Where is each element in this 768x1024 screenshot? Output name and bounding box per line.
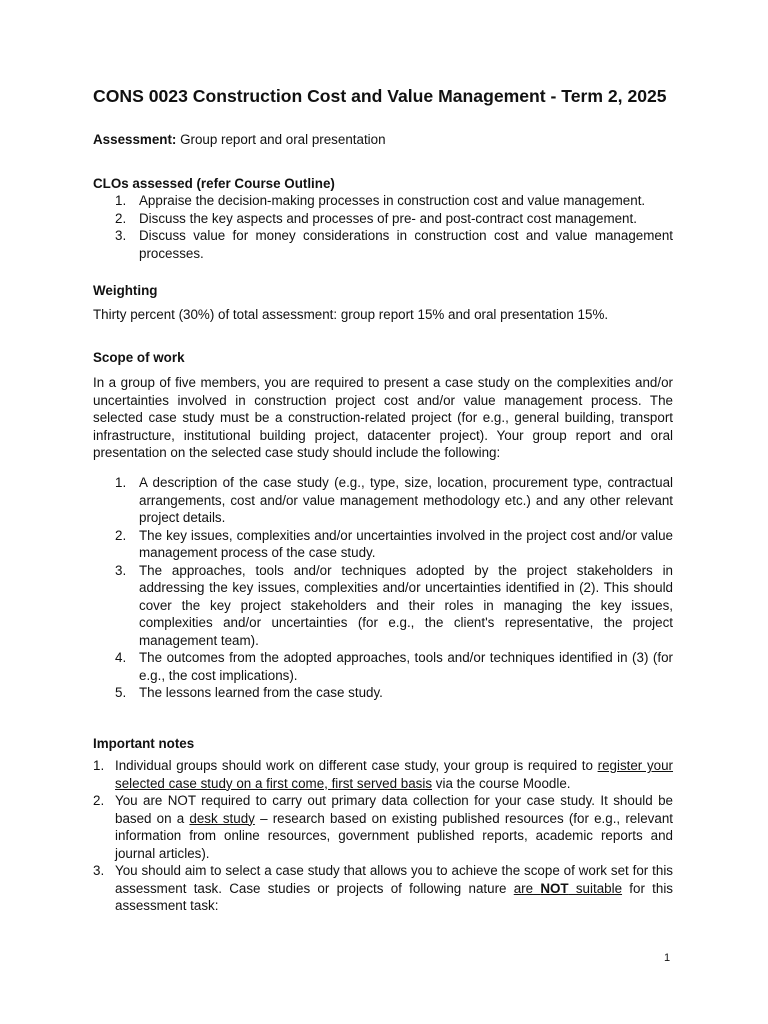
underlined-text: suitable (568, 880, 623, 896)
list-number: 4. (115, 650, 127, 665)
list-item (93, 210, 673, 228)
note-text: – research based on existing published resources (for e.g., relevant information from online resources, government published reports, academic reports and journal articles). (115, 810, 673, 861)
assessment-value: Group report and oral presentation (176, 132, 386, 147)
list-number: 2. (115, 527, 127, 543)
list-number: 2. (115, 210, 127, 226)
list-item (93, 684, 673, 702)
note-text: You should aim to select a case study that allows you to achieve the scope of work set for this assessment task. Case studies or projects of following nature (115, 863, 673, 896)
scope-list (93, 474, 673, 702)
list-item (93, 474, 673, 527)
list-text: Discuss value for money considerations in construction cost and value management processes. (139, 228, 673, 261)
underlined-text: desk study (189, 810, 255, 826)
list-item (93, 227, 673, 262)
list-item (93, 862, 673, 915)
underlined-text: register your selected case study on a first come, first served basis (115, 758, 674, 791)
list-item (93, 562, 673, 650)
underlined-text: are (513, 880, 541, 896)
list-text: The approaches, tools and/or techniques adopted by the project stakeholders in addressing the key issues, complexities and/or uncertainties identified in (2). This should cover the key project stakeholders and their roles in managing the key issues, complexities and/or uncertainties (for e.g., the client's representative, the project management team). (139, 562, 673, 648)
list-item (93, 192, 673, 210)
page-title: CONS 0023 Construction Cost and Value Management - Term 2, 2025 (93, 86, 667, 106)
list-number: 1. (115, 193, 127, 208)
list-number: 1. (115, 475, 127, 490)
page-number: 1 (664, 952, 671, 964)
list-text: A description of the case study (e.g., type, size, location, procurement type, contractual arrangements, cost and/or value management methodology etc.) and any other relevant project details. (139, 475, 673, 525)
list-item (93, 792, 673, 862)
underlined-bold-text: NOT (540, 880, 569, 896)
weighting-text: Thirty percent (30%) of total assessment: group report 15% and oral presentation 15%. (93, 307, 609, 322)
list-number: 5. (115, 685, 127, 700)
list-text: Appraise the decision-making processes in construction cost and value management. (139, 193, 646, 208)
list-number: 1. (93, 758, 105, 773)
clos-list (93, 192, 673, 262)
assessment-line (93, 131, 386, 149)
clos-heading: CLOs assessed (refer Course Outline) (93, 176, 335, 191)
scope-intro: In a group of five members, you are required to present a case study on the complexities and/or uncertainties involved in construction project cost and/or value management process. The selected case study must be a construction-related project (for e.g., general building, transport infrastructure, institutional building project, datacenter project). Your group report and oral presentation on the selected case study should include the following: (93, 375, 673, 460)
list-number: 3. (115, 228, 127, 243)
scope-heading: Scope of work (93, 350, 185, 365)
list-text: The outcomes from the adopted approaches, tools and/or techniques identified in (3) (for e.g., the cost implications). (139, 650, 673, 683)
list-text: The lessons learned from the case study. (139, 685, 383, 700)
list-item (93, 527, 673, 562)
notes-list (93, 757, 673, 915)
note-text: Individual groups should work on different case study, your group is required to (115, 758, 598, 773)
list-number: 2. (93, 793, 105, 808)
weighting-heading: Weighting (93, 283, 158, 298)
list-number: 3. (93, 863, 105, 878)
list-item (93, 649, 673, 684)
notes-heading: Important notes (93, 736, 195, 751)
assessment-label: Assessment: (93, 132, 177, 147)
list-text: The key issues, complexities and/or uncertainties involved in the project cost and/or value management process of the case study. (139, 527, 673, 560)
note-text: for this assessment task: (115, 880, 674, 913)
list-text: Discuss the key aspects and processes of pre- and post-contract cost management. (139, 210, 637, 226)
note-text: You are NOT required to carry out primary data collection for your case study. It should be based on a (115, 793, 673, 826)
list-number: 3. (115, 562, 127, 578)
list-item (93, 757, 673, 792)
note-text: via the course Moodle. (432, 775, 571, 791)
